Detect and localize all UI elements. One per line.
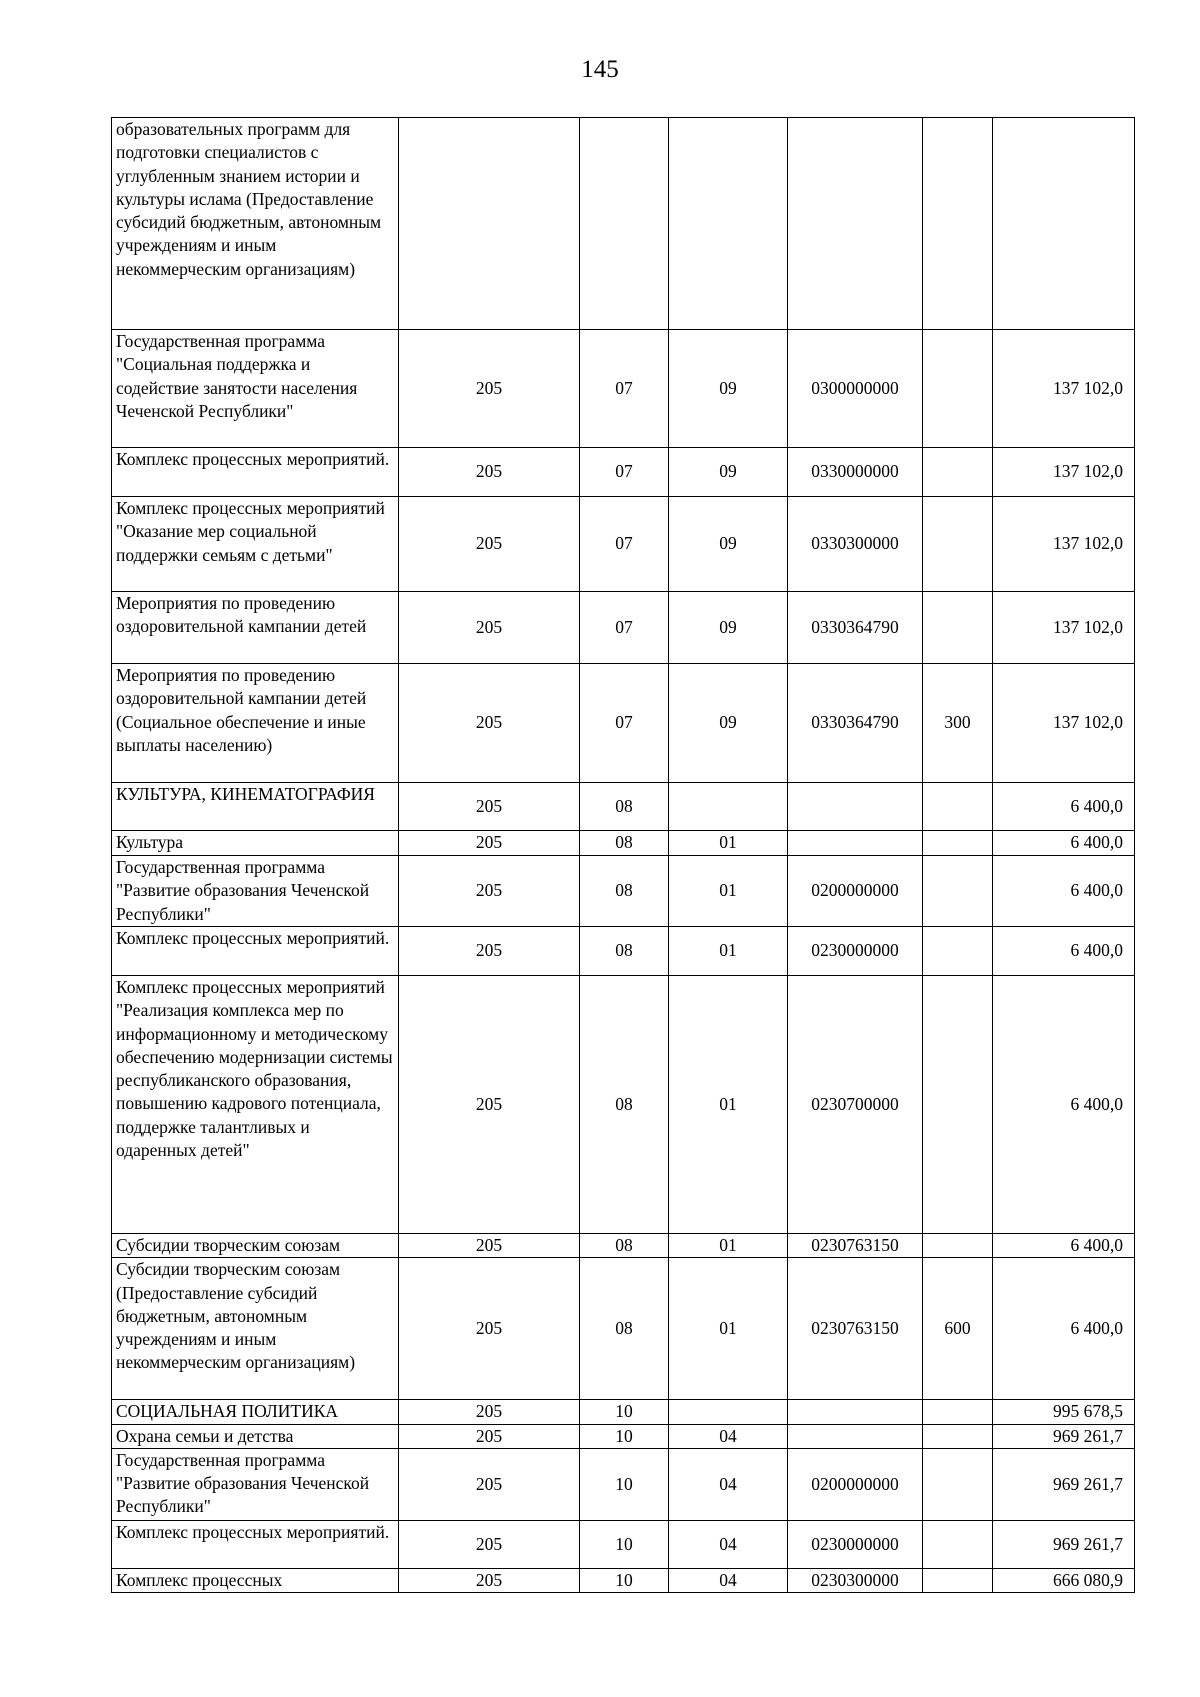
row-name-cell: Государственная программа "Социальная поддержка и содействие занятости населения Чеченской Республики": [112, 330, 399, 448]
expense-type-cell: [923, 448, 993, 497]
expense-type-cell: [923, 1568, 993, 1592]
section-cell: 10: [580, 1568, 669, 1592]
expense-type-cell: [923, 592, 993, 664]
ministry-cell: 205: [399, 1234, 580, 1258]
row-name-cell: Комплекс процессных мероприятий.: [112, 927, 399, 976]
ministry-cell: 205: [399, 1400, 580, 1424]
target-article-cell: [788, 831, 923, 856]
ministry-cell: 205: [399, 831, 580, 856]
ministry-cell: 205: [399, 497, 580, 592]
amount-cell: 137 102,0: [993, 664, 1135, 783]
row-name-cell: Комплекс процессных мероприятий.: [112, 1520, 399, 1568]
target-article-cell: 0330364790: [788, 664, 923, 783]
ministry-cell: 205: [399, 1448, 580, 1520]
subsection-cell: 01: [669, 927, 788, 976]
expense-type-cell: [923, 856, 993, 927]
target-article-cell: [788, 1424, 923, 1448]
row-name-cell: Субсидии творческим союзам (Предоставление субсидий бюджетным, автономным учреждениям и иным некоммерческим организациям): [112, 1258, 399, 1400]
section-cell: 08: [580, 1258, 669, 1400]
target-article-cell: 0200000000: [788, 1448, 923, 1520]
amount-cell: 969 261,7: [993, 1520, 1135, 1568]
table-row: [112, 1448, 1135, 1520]
table-row: [112, 664, 1135, 783]
table-row: [112, 330, 1135, 448]
row-name-cell: Комплекс процессных: [112, 1568, 399, 1592]
table-row: [112, 448, 1135, 497]
expense-type-cell: [923, 118, 993, 330]
amount-cell: 6 400,0: [993, 976, 1135, 1234]
target-article-cell: 0230763150: [788, 1234, 923, 1258]
section-cell: 07: [580, 497, 669, 592]
target-article-cell: [788, 118, 923, 330]
table-row: [112, 118, 1135, 330]
row-name-cell: Государственная программа "Развитие образования Чеченской Республики": [112, 1448, 399, 1520]
section-cell: 08: [580, 927, 669, 976]
table-row: [112, 1568, 1135, 1592]
expense-type-cell: 600: [923, 1258, 993, 1400]
table-row: [112, 1424, 1135, 1448]
row-name-cell: Мероприятия по проведению оздоровительной кампании детей (Социальное обеспечение и иные выплаты населению): [112, 664, 399, 783]
row-name-cell: Комплекс процессных мероприятий.: [112, 448, 399, 497]
section-cell: 07: [580, 448, 669, 497]
table-row: [112, 1400, 1135, 1424]
subsection-cell: 09: [669, 448, 788, 497]
table-row: [112, 1234, 1135, 1258]
row-name-cell: Мероприятия по проведению оздоровительной кампании детей: [112, 592, 399, 664]
ministry-cell: 205: [399, 783, 580, 831]
section-cell: [580, 118, 669, 330]
amount-cell: 666 080,9: [993, 1568, 1135, 1592]
row-name-cell: Охрана семьи и детства: [112, 1424, 399, 1448]
target-article-cell: [788, 1400, 923, 1424]
target-article-cell: 0330364790: [788, 592, 923, 664]
row-name-cell: Культура: [112, 831, 399, 856]
row-name-cell: Комплекс процессных мероприятий "Реализация комплекса мер по информационному и методическому обеспечению модернизации системы республиканского образования, повышению кадрового потенциала, поддержке талантливых и одаренных детей": [112, 976, 399, 1234]
target-article-cell: 0230000000: [788, 1520, 923, 1568]
section-cell: 10: [580, 1448, 669, 1520]
target-article-cell: 0230700000: [788, 976, 923, 1234]
subsection-cell: 01: [669, 856, 788, 927]
ministry-cell: 205: [399, 1258, 580, 1400]
expense-type-cell: [923, 976, 993, 1234]
section-cell: 10: [580, 1424, 669, 1448]
amount-cell: 137 102,0: [993, 330, 1135, 448]
subsection-cell: 01: [669, 831, 788, 856]
section-cell: 10: [580, 1400, 669, 1424]
budget-table: [111, 117, 1135, 1593]
subsection-cell: 09: [669, 664, 788, 783]
amount-cell: 6 400,0: [993, 856, 1135, 927]
amount-cell: 995 678,5: [993, 1400, 1135, 1424]
subsection-cell: [669, 783, 788, 831]
expense-type-cell: [923, 1234, 993, 1258]
amount-cell: 6 400,0: [993, 831, 1135, 856]
section-cell: 07: [580, 664, 669, 783]
ministry-cell: 205: [399, 1520, 580, 1568]
row-name-cell: Субсидии творческим союзам: [112, 1234, 399, 1258]
subsection-cell: [669, 118, 788, 330]
ministry-cell: 205: [399, 856, 580, 927]
expense-type-cell: [923, 831, 993, 856]
subsection-cell: 09: [669, 330, 788, 448]
amount-cell: 137 102,0: [993, 497, 1135, 592]
expense-type-cell: [923, 927, 993, 976]
expense-type-cell: [923, 783, 993, 831]
ministry-cell: 205: [399, 330, 580, 448]
section-cell: 08: [580, 1234, 669, 1258]
table-row: [112, 1258, 1135, 1400]
subsection-cell: [669, 1400, 788, 1424]
ministry-cell: 205: [399, 976, 580, 1234]
subsection-cell: 09: [669, 497, 788, 592]
expense-type-cell: [923, 1400, 993, 1424]
table-row: [112, 592, 1135, 664]
expense-type-cell: [923, 330, 993, 448]
section-cell: 08: [580, 856, 669, 927]
target-article-cell: [788, 783, 923, 831]
row-name-cell: Комплекс процессных мероприятий "Оказание мер социальной поддержки семьям с детьми": [112, 497, 399, 592]
table-row: [112, 927, 1135, 976]
amount-cell: 6 400,0: [993, 783, 1135, 831]
section-cell: 10: [580, 1520, 669, 1568]
section-cell: 07: [580, 592, 669, 664]
ministry-cell: 205: [399, 1424, 580, 1448]
target-article-cell: 0200000000: [788, 856, 923, 927]
amount-cell: 969 261,7: [993, 1424, 1135, 1448]
ministry-cell: 205: [399, 448, 580, 497]
expense-type-cell: [923, 1520, 993, 1568]
subsection-cell: 04: [669, 1520, 788, 1568]
amount-cell: 6 400,0: [993, 1258, 1135, 1400]
ministry-cell: 205: [399, 664, 580, 783]
subsection-cell: 01: [669, 1258, 788, 1400]
subsection-cell: 01: [669, 976, 788, 1234]
subsection-cell: 04: [669, 1448, 788, 1520]
row-name-cell: СОЦИАЛЬНАЯ ПОЛИТИКА: [112, 1400, 399, 1424]
target-article-cell: 0330300000: [788, 497, 923, 592]
amount-cell: 137 102,0: [993, 592, 1135, 664]
amount-cell: [993, 118, 1135, 330]
target-article-cell: 0300000000: [788, 330, 923, 448]
expense-type-cell: 300: [923, 664, 993, 783]
amount-cell: 6 400,0: [993, 1234, 1135, 1258]
row-name-cell: Государственная программа "Развитие образования Чеченской Республики": [112, 856, 399, 927]
row-name-cell: КУЛЬТУРА, КИНЕМАТОГРАФИЯ: [112, 783, 399, 831]
subsection-cell: 04: [669, 1424, 788, 1448]
table-row: [112, 783, 1135, 831]
ministry-cell: 205: [399, 927, 580, 976]
subsection-cell: 01: [669, 1234, 788, 1258]
section-cell: 08: [580, 783, 669, 831]
expense-type-cell: [923, 497, 993, 592]
section-cell: 07: [580, 330, 669, 448]
ministry-cell: [399, 118, 580, 330]
table-row: [112, 856, 1135, 927]
row-name-cell: образовательных программ для подготовки специалистов с углубленным знанием истории и культуры ислама (Предоставление субсидий бюджетным, автономным учреждениям и иным некоммерческим организациям): [112, 118, 399, 330]
target-article-cell: 0330000000: [788, 448, 923, 497]
ministry-cell: 205: [399, 1568, 580, 1592]
target-article-cell: 0230000000: [788, 927, 923, 976]
amount-cell: 137 102,0: [993, 448, 1135, 497]
amount-cell: 6 400,0: [993, 927, 1135, 976]
target-article-cell: 0230763150: [788, 1258, 923, 1400]
amount-cell: 969 261,7: [993, 1448, 1135, 1520]
section-cell: 08: [580, 831, 669, 856]
ministry-cell: 205: [399, 592, 580, 664]
subsection-cell: 09: [669, 592, 788, 664]
table-row: [112, 497, 1135, 592]
expense-type-cell: [923, 1424, 993, 1448]
table-row: [112, 831, 1135, 856]
table-row: [112, 976, 1135, 1234]
page-number: 145: [581, 56, 619, 83]
section-cell: 08: [580, 976, 669, 1234]
subsection-cell: 04: [669, 1568, 788, 1592]
table-row: [112, 1520, 1135, 1568]
target-article-cell: 0230300000: [788, 1568, 923, 1592]
expense-type-cell: [923, 1448, 993, 1520]
